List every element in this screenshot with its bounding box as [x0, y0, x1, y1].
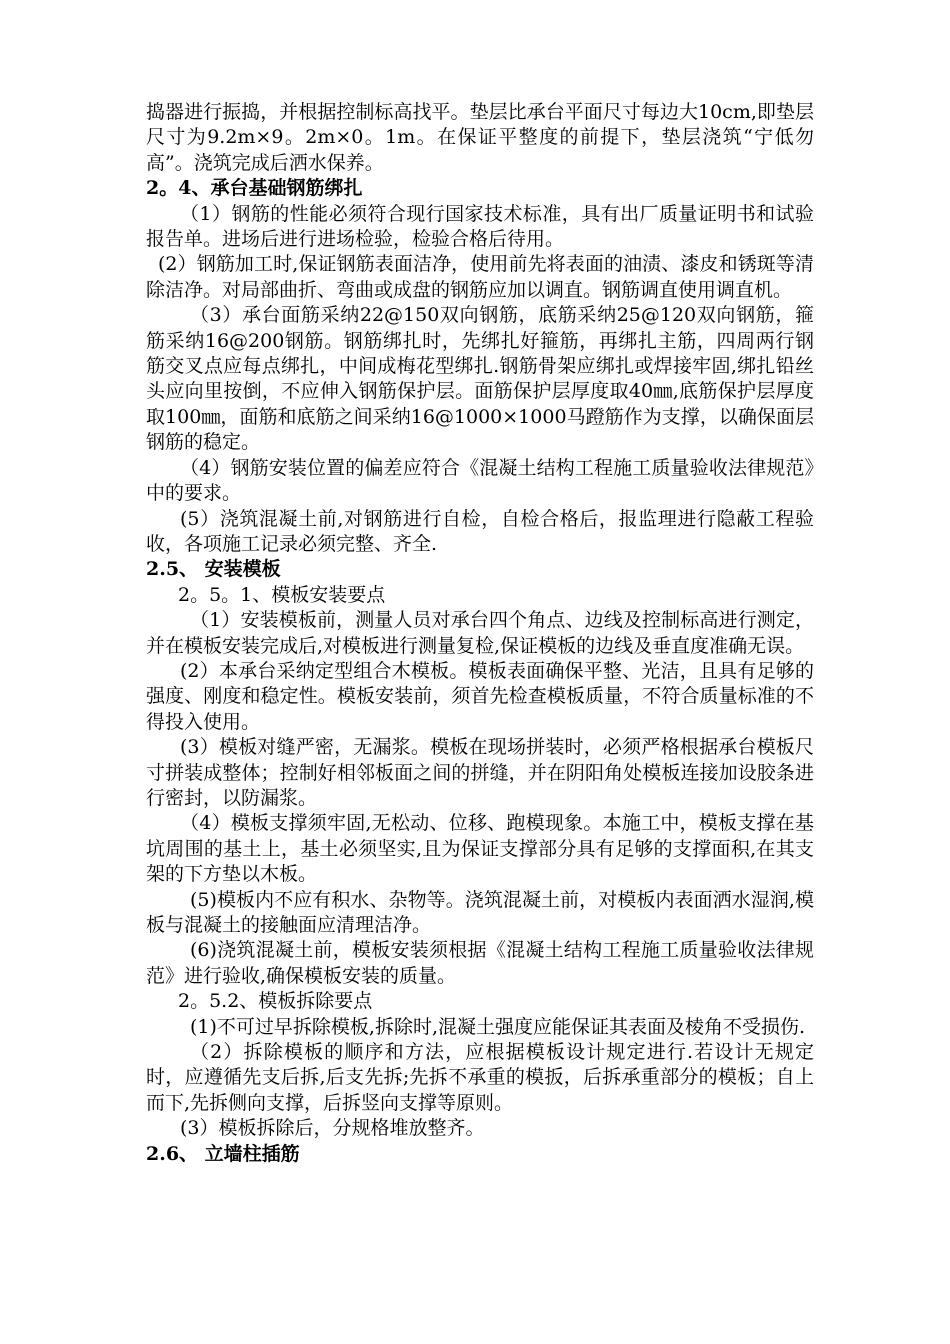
paragraph-formwork-5: (5)模板内不应有积水、杂物等。浇筑混凝土前，对模板内表面洒水湿润,模板与混凝土的接触面应清理洁净。: [146, 888, 814, 936]
paragraph-formwork-6: (6)浇筑混凝土前，模板安装须根据《混凝土结构工程施工质量验收法律规范》进行验收,确保模板安装的质量。: [146, 939, 814, 987]
section-heading-2-4: 2。4、承台基础钢筋绑扎: [146, 177, 363, 200]
paragraph-cushion-layer: 捣器进行振捣，并根据控制标高找平。垫层比承台平面尺寸每边大10cm,即垫层尺寸为9.2m×9。2m×0。1m。在保证平整度的前提下，垫层浇筑“宁低勿高”。浇筑完成后洒水保养。: [146, 101, 814, 174]
paragraph-rebar-1: （1）钢筋的性能必须符合现行国家技术标准，具有出厂质量证明书和试验报告单。进场后进行进场检验，检验合格后待用。: [146, 202, 814, 251]
paragraph-removal-3: (3）模板拆除后，分规格堆放整齐。: [180, 1117, 485, 1140]
subsection-heading-2-5-2: 2。5.2、模板拆除要点: [178, 990, 373, 1013]
paragraph-formwork-2: (2）本承台采纳定型组合木模板。模板表面确保平整、光洁，且具有足够的强度、刚度和稳定性。模板安装前，须首先检查模板质量，不符合质量标准的不得投入使用。: [146, 659, 814, 733]
subsection-heading-2-5-1: 2。5。1、模板安装要点: [178, 583, 386, 606]
section-heading-2-5: 2.5、 安装模板: [146, 558, 281, 581]
document-page: [146, 100, 814, 1167]
paragraph-rebar-3: （3）承台面筋采纳22@150双向钢筋，底筋采纳25@120双向钢筋，箍筋采纳16@200钢筋。钢筋绑扎时，先绑扎好箍筋，再绑扎主筋，四周两行钢筋交叉点应每点绑扎，中间成梅花型绑扎.钢筋骨架应绑扎或焊接牢固,绑扎铅丝头应向里按倒，不应伸入钢筋保护层。面筋保护层厚度取40㎜,底筋保护层厚度取100㎜，面筋和底筋之间采纳16@1000×1000马蹬筋作为支撑，以确保面层钢筋的稳定。: [146, 304, 814, 454]
paragraph-rebar-4: （4）钢筋安装位置的偏差应符合《混凝土结构工程施工质量验收法律规范》中的要求。: [146, 456, 814, 505]
paragraph-formwork-4: （4）模板支撑须牢固,无松动、位移、跑模现象。本施工中，模板支撑在基坑周围的基土上，基土必须坚实,且为保证支撑部分具有足够的支撑面积,在其支架的下方垫以木板。: [146, 812, 814, 886]
paragraph-rebar-5: (5）浇筑混凝土前,对钢筋进行自检，自检合格后，报监理进行隐蔽工程验收，各项施工记录必须完整、齐全.: [146, 507, 814, 555]
paragraph-removal-1: (1)不可过早拆除模板,拆除时,混凝土强度应能保证其表面及棱角不受损伤.: [190, 1015, 806, 1038]
paragraph-formwork-1: （1）安装模板前，测量人员对承台四个角点、边线及控制标高进行测定，并在模板安装完成后,对模板进行测量复检,保证模板的边线及垂直度准确无误。: [146, 609, 814, 657]
section-heading-2-6: 2.6、 立墙柱插筋: [146, 1142, 300, 1165]
paragraph-removal-2: （2）拆除模板的顺序和方法，应根据模板设计规定进行.若设计无规定时，应遵循先支后拆,后支先拆;先拆不承重的模扳，后拆承重部分的模板；自上而下,先拆侧向支撑，后拆竖向支撑等原则。: [146, 1041, 814, 1114]
paragraph-rebar-2: (2）钢筋加工时,保证钢筋表面洁净，使用前先将表面的油渍、漆皮和锈斑等清除洁净。对局部曲折、弯曲或成盘的钢筋应加以调直。钢筋调直使用调直机。: [146, 253, 814, 301]
paragraph-formwork-3: (3）模板对缝严密，无漏浆。模板在现场拼装时，必须严格根据承台模板尺寸拼装成整体；控制好相邻板面之间的拼缝，并在阴阳角处模板连接加设胶条进行密封，以防漏浆。: [146, 736, 814, 809]
